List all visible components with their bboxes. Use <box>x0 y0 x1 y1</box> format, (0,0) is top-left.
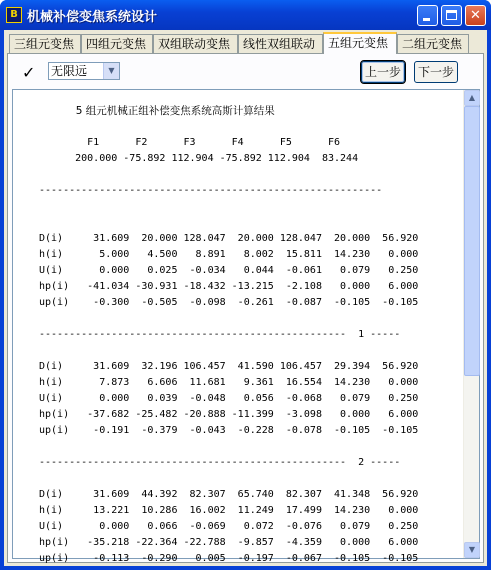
client-area <box>4 30 487 566</box>
scroll-up-icon[interactable]: ▲ <box>464 90 480 106</box>
report-line: D(i) 31.609 32.196 106.457 41.590 106.457 29.394 56.920 <box>39 361 419 372</box>
report-line: F1 F2 F3 F4 F5 F6 <box>39 137 341 148</box>
window-title: 机械补偿变焦系统设计 <box>27 10 158 25</box>
report-line: U(i) 0.000 0.039 -0.048 0.056 -0.068 0.079 0.250 <box>39 393 419 404</box>
report-line: hp(i) -35.218 -22.364 -22.788 -9.857 -4.359 0.000 6.000 <box>39 537 419 548</box>
tab-two-element-zoom[interactable]: 二组元变焦 <box>397 34 469 53</box>
report-line: up(i) -0.300 -0.505 -0.098 -0.261 -0.087 -0.105 -0.105 <box>39 297 419 308</box>
previous-step-button[interactable]: 上一步 <box>361 61 405 83</box>
report-line: hp(i) -41.034 -30.931 -18.432 -13.215 -2.108 0.000 6.000 <box>39 281 419 292</box>
report-line <box>39 311 465 327</box>
results-textbox[interactable] <box>12 89 480 564</box>
report-line <box>39 439 465 455</box>
report-line <box>39 471 465 487</box>
report-line <box>39 215 465 231</box>
title-bar[interactable] <box>0 0 491 30</box>
report-line: up(i) -0.113 -0.290 0.005 -0.197 -0.067 -0.105 -0.105 <box>39 553 419 564</box>
tab-three-group-zoom[interactable]: 三组元变焦 <box>9 34 81 53</box>
app-icon: B <box>6 7 22 23</box>
chevron-down-icon[interactable]: ▼ <box>103 63 119 79</box>
next-step-button[interactable]: 下一步 <box>414 61 458 83</box>
report-line <box>39 119 465 135</box>
check-icon: ✓ <box>22 63 36 82</box>
report-line <box>39 199 465 215</box>
object-distance-select[interactable] <box>48 62 120 80</box>
report-line: D(i) 31.609 20.000 128.047 20.000 128.047 20.000 56.920 <box>39 233 419 244</box>
tab-panel <box>7 53 484 563</box>
report-line: --------------------------------------------------- 1 ----- <box>39 329 401 340</box>
report-line <box>39 343 465 359</box>
report-line: up(i) -0.191 -0.379 -0.043 -0.228 -0.078 -0.105 -0.105 <box>39 425 419 436</box>
object-distance-value: 无限远 <box>51 64 88 78</box>
vertical-scrollbar[interactable] <box>463 90 479 558</box>
tab-five-group-zoom[interactable]: 五组元变焦 <box>323 32 397 54</box>
tab-two-group-linked-zoom[interactable]: 双组联动变焦 <box>153 34 238 53</box>
report-line <box>39 167 465 183</box>
report-line: h(i) 7.873 6.606 11.681 9.361 16.554 14.230 0.000 <box>39 377 419 388</box>
tab-strip <box>7 32 484 54</box>
report-line: hp(i) -37.682 -25.482 -20.888 -11.399 -3.098 0.000 6.000 <box>39 409 419 420</box>
report-line: 5 组元机械正组补偿变焦系统高斯计算结果 <box>39 105 275 117</box>
maximize-icon <box>446 10 457 20</box>
report-line: --------------------------------------------------------- <box>39 185 383 196</box>
tab-linear-two-group-linked[interactable]: 线性双组联动 <box>238 34 323 53</box>
report-line: h(i) 5.000 4.500 8.891 8.002 15.811 14.230 0.000 <box>39 249 419 260</box>
minimize-button[interactable] <box>417 5 438 26</box>
tab-four-group-zoom[interactable]: 四组元变焦 <box>81 34 153 53</box>
report-line: --------------------------------------------------- 2 ----- <box>39 457 401 468</box>
report-line: U(i) 0.000 0.066 -0.069 0.072 -0.076 0.079 0.250 <box>39 521 419 532</box>
maximize-button[interactable] <box>441 5 462 26</box>
report-line: D(i) 31.609 44.392 82.307 65.740 82.307 41.348 56.920 <box>39 489 419 500</box>
results-text <box>13 90 465 564</box>
report-line: h(i) 13.221 10.286 16.002 11.249 17.499 14.230 0.000 <box>39 505 419 516</box>
scroll-thumb[interactable] <box>464 106 480 376</box>
report-line: 200.000 -75.892 112.904 -75.892 112.904 83.244 <box>39 153 359 164</box>
close-button[interactable] <box>465 5 486 26</box>
scroll-down-icon[interactable]: ▼ <box>464 542 480 558</box>
report-line: U(i) 0.000 0.025 -0.034 0.044 -0.061 0.079 0.250 <box>39 265 419 276</box>
minimize-icon <box>423 18 430 21</box>
close-icon: ✕ <box>470 8 481 23</box>
